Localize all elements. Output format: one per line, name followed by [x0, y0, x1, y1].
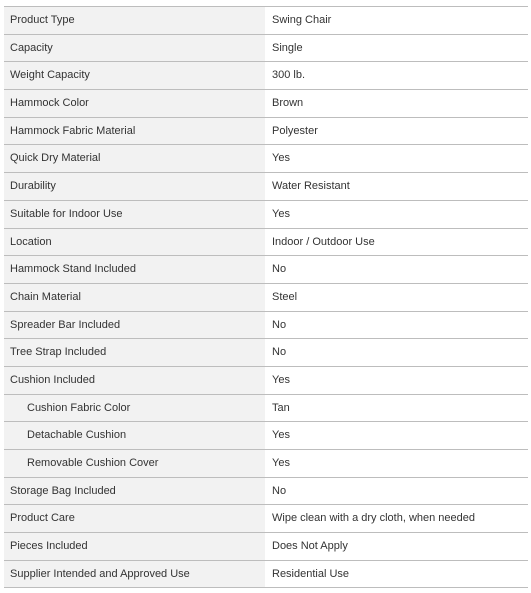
- spec-row: [4, 505, 528, 533]
- spec-label: Suitable for Indoor Use: [4, 201, 265, 228]
- spec-row: [4, 450, 528, 478]
- spec-value: Brown: [265, 90, 528, 117]
- spec-label: Capacity: [4, 35, 265, 62]
- spec-value: Indoor / Outdoor Use: [265, 229, 528, 256]
- spec-label: Spreader Bar Included: [4, 312, 265, 339]
- spec-row: [4, 422, 528, 450]
- spec-label: Weight Capacity: [4, 62, 265, 89]
- spec-label: Removable Cushion Cover: [4, 450, 265, 477]
- spec-row: [4, 35, 528, 63]
- spec-value: Polyester: [265, 118, 528, 145]
- spec-label: Chain Material: [4, 284, 265, 311]
- spec-value: Yes: [265, 422, 528, 449]
- spec-label: Storage Bag Included: [4, 478, 265, 505]
- spec-value: Yes: [265, 450, 528, 477]
- spec-value: 300 lb.: [265, 62, 528, 89]
- spec-value: Wipe clean with a dry cloth, when needed: [265, 505, 528, 532]
- spec-label: Cushion Included: [4, 367, 265, 394]
- spec-value: No: [265, 312, 528, 339]
- spec-row: [4, 533, 528, 561]
- spec-row: [4, 312, 528, 340]
- spec-row: [4, 62, 528, 90]
- spec-row: [4, 395, 528, 423]
- spec-value: Yes: [265, 145, 528, 172]
- spec-label: Location: [4, 229, 265, 256]
- spec-label: Durability: [4, 173, 265, 200]
- specifications-table: [4, 6, 528, 588]
- spec-value: Single: [265, 35, 528, 62]
- spec-value: No: [265, 478, 528, 505]
- spec-row: [4, 478, 528, 506]
- spec-label: Pieces Included: [4, 533, 265, 560]
- spec-row: [4, 145, 528, 173]
- spec-label: Tree Strap Included: [4, 339, 265, 366]
- spec-row: [4, 367, 528, 395]
- spec-row: [4, 7, 528, 35]
- spec-label: Product Care: [4, 505, 265, 532]
- spec-label: Detachable Cushion: [4, 422, 265, 449]
- spec-value: Tan: [265, 395, 528, 422]
- spec-row: [4, 561, 528, 589]
- spec-value: Water Resistant: [265, 173, 528, 200]
- spec-value: No: [265, 256, 528, 283]
- spec-value: No: [265, 339, 528, 366]
- spec-label: Hammock Stand Included: [4, 256, 265, 283]
- spec-label: Hammock Fabric Material: [4, 118, 265, 145]
- spec-row: [4, 284, 528, 312]
- spec-row: [4, 201, 528, 229]
- spec-label: Hammock Color: [4, 90, 265, 117]
- spec-label: Product Type: [4, 7, 265, 34]
- spec-label: Quick Dry Material: [4, 145, 265, 172]
- spec-value: Residential Use: [265, 561, 528, 588]
- spec-label: Supplier Intended and Approved Use: [4, 561, 265, 588]
- spec-row: [4, 90, 528, 118]
- spec-value: Steel: [265, 284, 528, 311]
- spec-value: Yes: [265, 367, 528, 394]
- spec-row: [4, 118, 528, 146]
- spec-row: [4, 256, 528, 284]
- spec-row: [4, 229, 528, 257]
- spec-row: [4, 173, 528, 201]
- spec-value: Swing Chair: [265, 7, 528, 34]
- spec-row: [4, 339, 528, 367]
- spec-label: Cushion Fabric Color: [4, 395, 265, 422]
- spec-value: Does Not Apply: [265, 533, 528, 560]
- spec-value: Yes: [265, 201, 528, 228]
